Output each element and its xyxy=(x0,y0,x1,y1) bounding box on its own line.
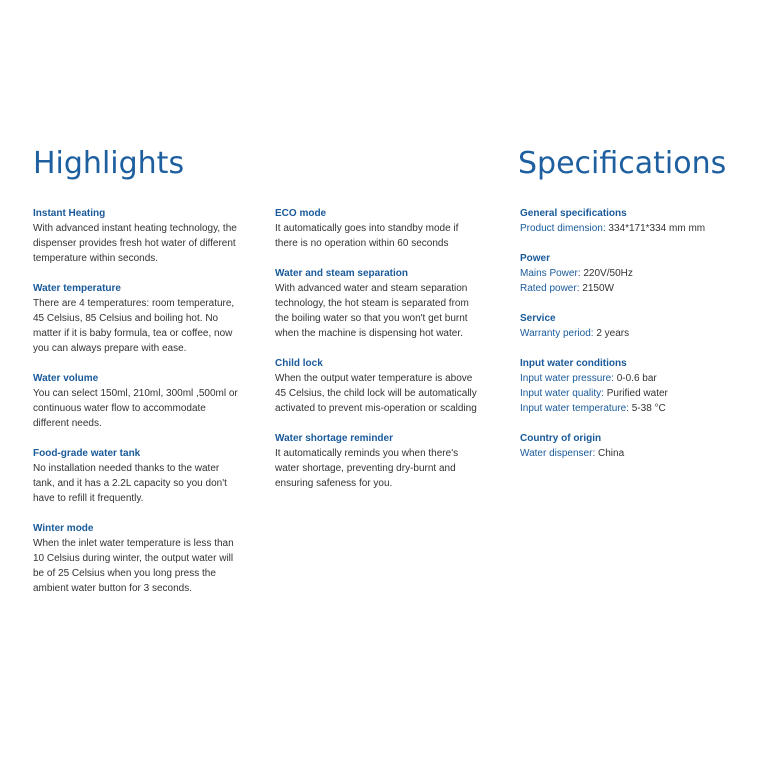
highlight-water-shortage xyxy=(275,431,507,491)
highlight-water-tank xyxy=(33,446,265,506)
section-body: With advanced water and steam separation technology, the hot steam is separated from the boiling water so that you won't get burnt when the machine is dispensing hot water. xyxy=(275,283,469,339)
specifications-column xyxy=(520,206,750,476)
section-title: Water volume xyxy=(33,373,99,384)
spec-row: Water dispenser: China xyxy=(520,448,625,459)
section-body: You can select 150ml, 210ml, 300ml ,500ml or continuous water flow to accommodate different needs. xyxy=(33,388,238,429)
spec-row: Rated power: 2150W xyxy=(520,283,614,294)
highlights-column-middle xyxy=(275,206,507,506)
section-title: General specifications xyxy=(520,208,627,219)
section-title: Service xyxy=(520,313,556,324)
section-body: With advanced instant heating technology, the dispenser provides fresh hot water of different temperature within seconds. xyxy=(33,223,237,264)
section-title: Winter mode xyxy=(33,523,94,534)
spec-row: Warranty period: 2 years xyxy=(520,328,630,339)
highlight-child-lock xyxy=(275,356,507,416)
section-title: Power xyxy=(520,253,551,264)
section-body: When the inlet water temperature is less than 10 Celsius during winter, the output water will be of 25 Celsius when you long press the ambient water button for 3 seconds. xyxy=(33,538,234,594)
spec-country-of-origin xyxy=(520,431,750,461)
section-body: It automatically reminds you when there's water shortage, preventing dry-burnt and ensuring safeness for you. xyxy=(275,448,459,489)
section-title: Child lock xyxy=(275,358,323,369)
section-title: Water shortage reminder xyxy=(275,433,393,444)
section-title: ECO mode xyxy=(275,208,327,219)
spec-input-water xyxy=(520,356,750,416)
spec-row: Input water pressure: 0-0.6 bar xyxy=(520,373,657,384)
section-title: Water temperature xyxy=(33,283,121,294)
highlight-eco-mode xyxy=(275,206,507,251)
highlight-water-volume xyxy=(33,371,265,431)
spec-row: Input water quality: Purified water xyxy=(520,388,668,399)
section-title: Country of origin xyxy=(520,433,602,444)
highlights-column-left xyxy=(33,206,265,611)
highlight-winter-mode xyxy=(33,521,265,596)
section-body: There are 4 temperatures: room temperature, 45 Celsius, 85 Celsius and boiling hot. No matter if it is baby formula, tea or coffee, now you can always prepare with ease. xyxy=(33,298,235,354)
section-title: Food-grade water tank xyxy=(33,448,141,459)
section-body: When the output water temperature is above 45 Celsius, the child lock will be automatically activated to prevent mis-operation or scalding xyxy=(275,373,477,414)
spec-general xyxy=(520,206,750,236)
spec-service xyxy=(520,311,750,341)
highlight-instant-heating xyxy=(33,206,265,266)
section-body: No installation needed thanks to the water tank, and it has a 2.2L capacity so you don't have to refill it frequently. xyxy=(33,463,227,504)
section-body: It automatically goes into standby mode if there is no operation within 60 seconds xyxy=(275,223,459,249)
section-title: Instant Heating xyxy=(33,208,106,219)
spec-power xyxy=(520,251,750,296)
specifications-heading: Specifications xyxy=(518,146,727,181)
highlight-water-temperature xyxy=(33,281,265,356)
highlights-heading: Highlights xyxy=(33,146,185,181)
section-title: Input water conditions xyxy=(520,358,627,369)
spec-row: Product dimension: 334*171*334 mm mm xyxy=(520,223,706,234)
spec-row: Input water temperature: 5-38 °C xyxy=(520,403,666,414)
highlight-steam-separation xyxy=(275,266,507,341)
section-title: Water and steam separation xyxy=(275,268,409,279)
spec-row: Mains Power: 220V/50Hz xyxy=(520,268,633,279)
